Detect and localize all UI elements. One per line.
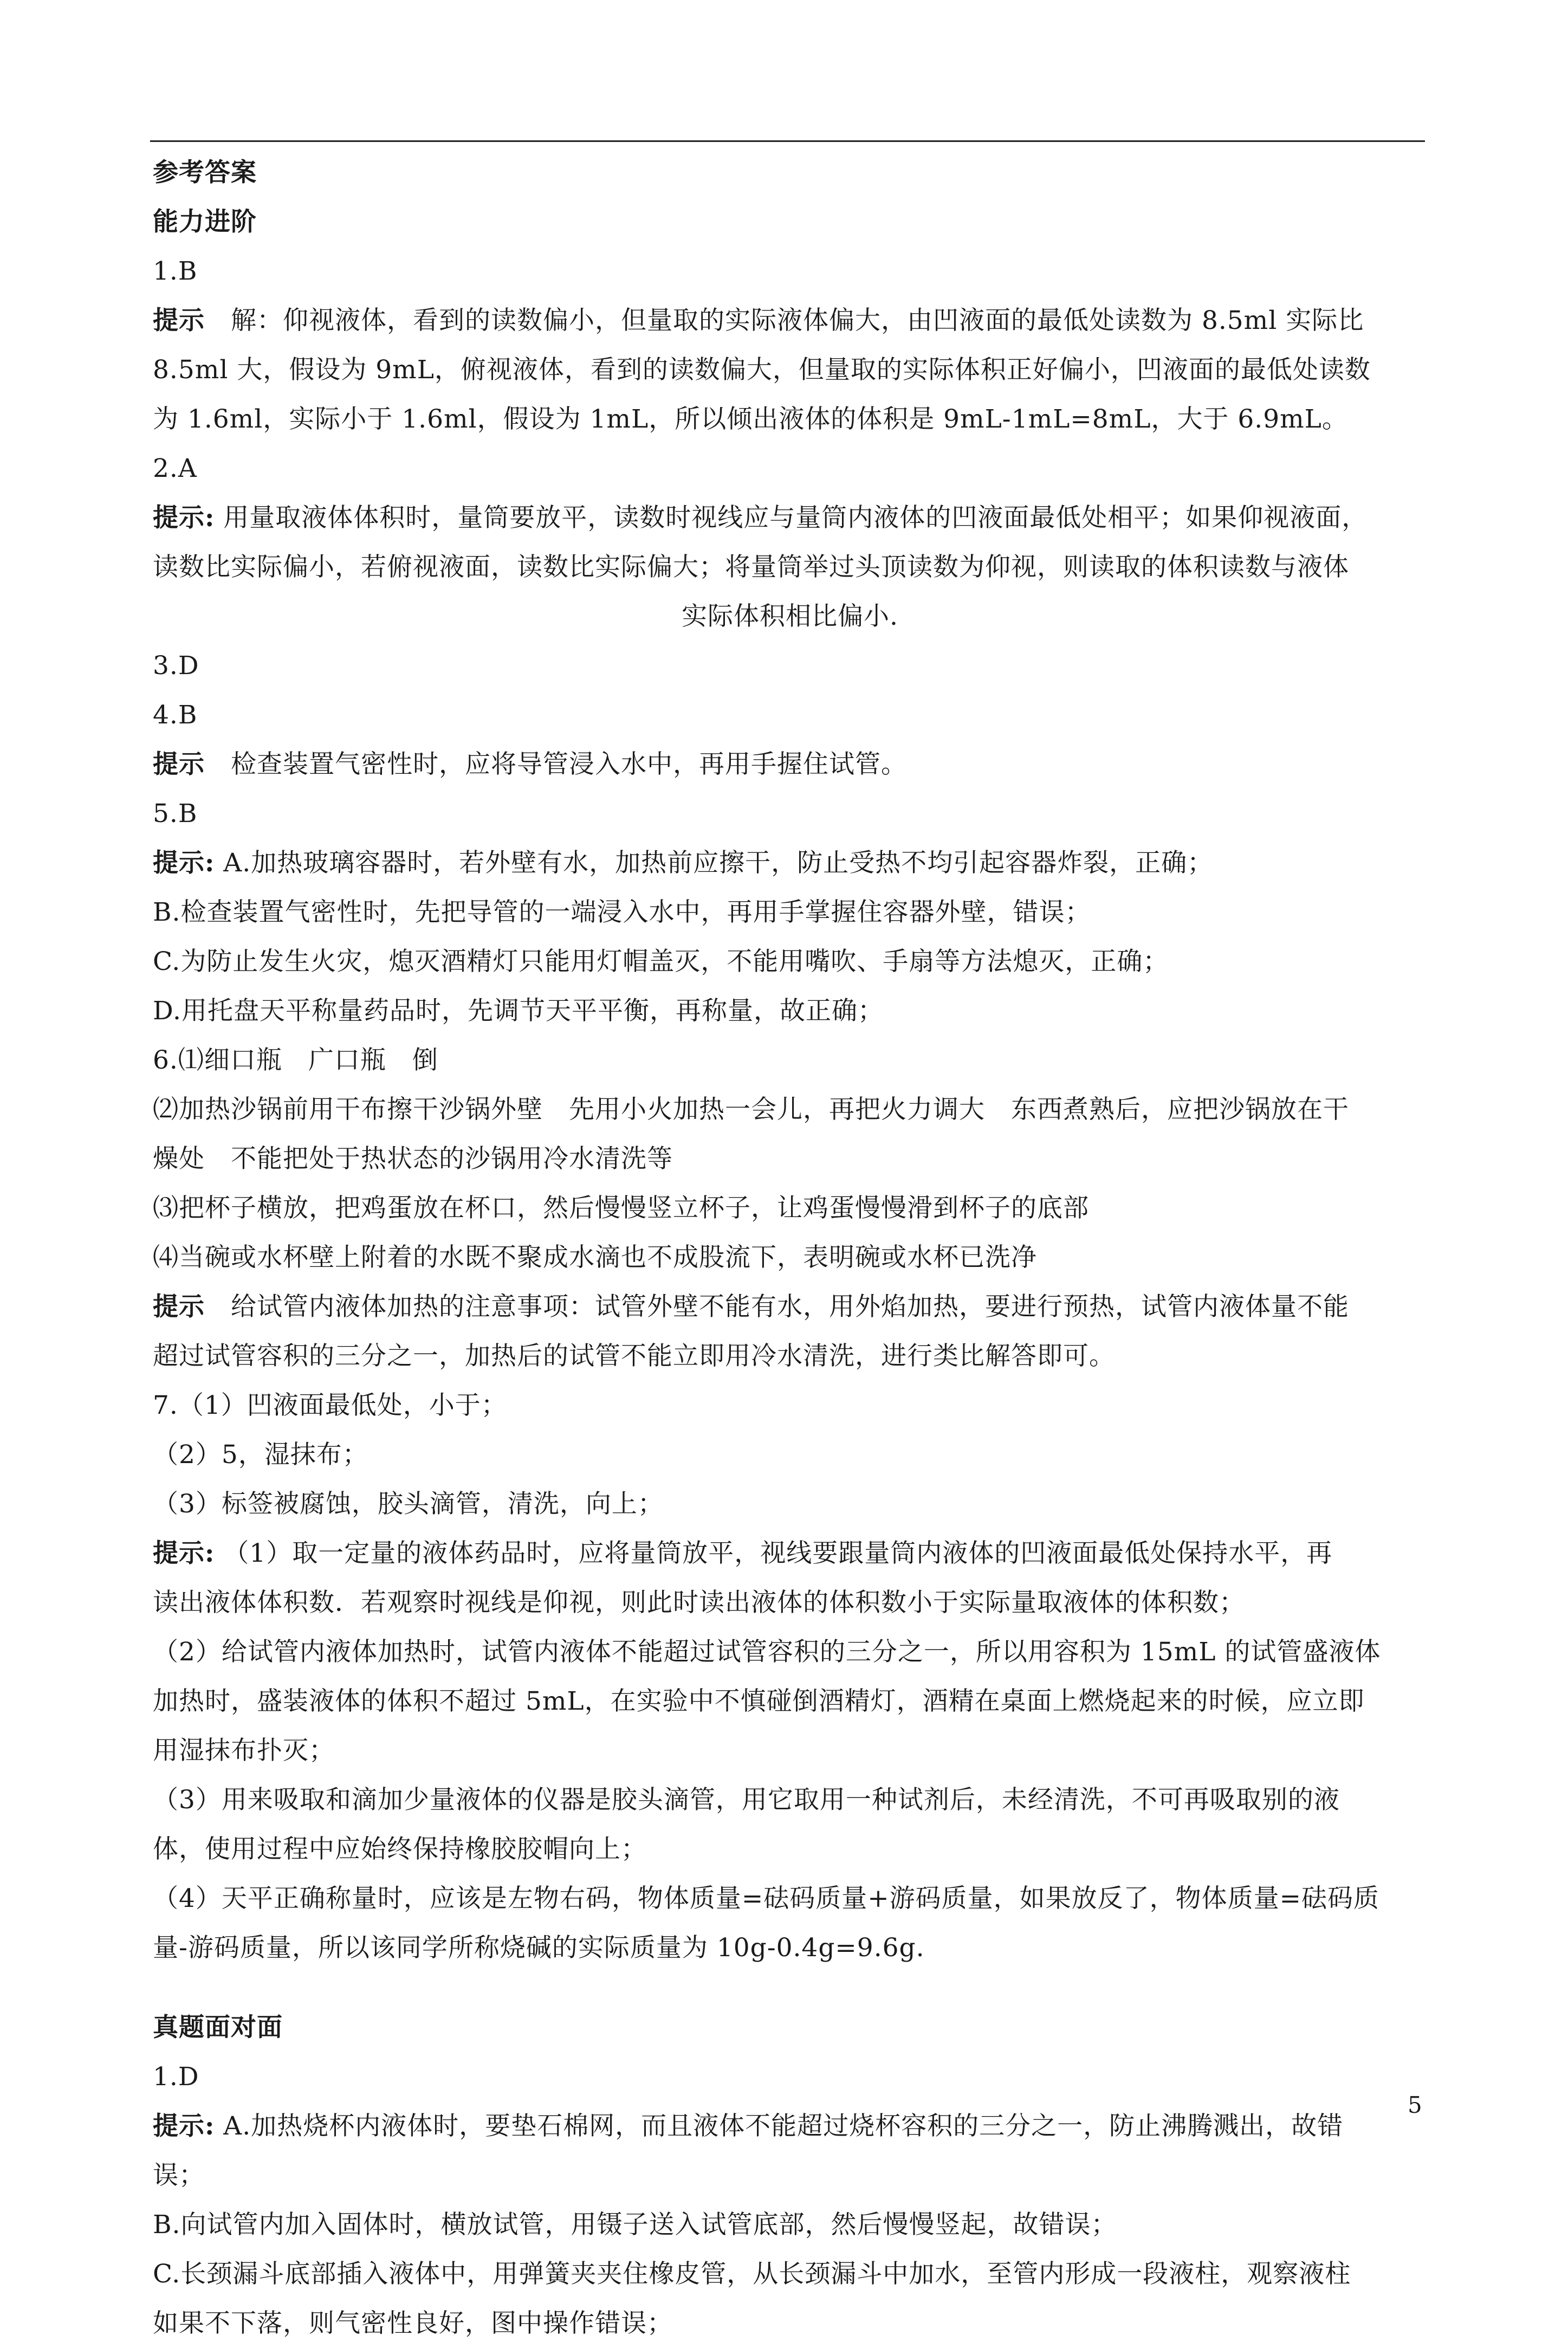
line-text: ⑶把杯子横放，把鸡蛋放在杯口，然后慢慢竖立杯子，让鸡蛋慢慢滑到杯子的底部 <box>153 1193 1089 1223</box>
line-text: 真题面对面 <box>153 2013 283 2042</box>
text-line <box>153 542 1427 592</box>
line-text: 用量取液体体积时，量筒要放平，读数时视线应与量筒内液体的凹液面最低处相平；如果仰视液面， <box>215 503 1368 533</box>
text-line <box>153 690 1427 740</box>
line-text: 6.⑴细口瓶 广口瓶 倒 <box>153 1045 438 1075</box>
text-line <box>153 247 1427 296</box>
text-line <box>153 345 1427 394</box>
line-text: 解：仰视液体，看到的读数偏小，但量取的实际液体偏大，由凹液面的最低处读数为 8.5ml 实际比 <box>205 306 1364 335</box>
line-text: （1）取一定量的液体药品时，应将量筒放平，视线要跟量筒内液体的凹液面最低处保持水平，再 <box>215 1538 1333 1568</box>
line-text: 燥处 不能把处于热状态的沙锅用冷水清洗等 <box>153 1144 673 1174</box>
line-text: （2）给试管内液体加热时，试管内液体不能超过试管容积的三分之一，所以用容积为 15mL 的试管盛液体 <box>153 1637 1381 1667</box>
text-line <box>153 1036 1427 1085</box>
line-text: 1.D <box>153 2062 199 2092</box>
line-text: （4）天平正确称量时，应该是左物右码，物体质量=砝码质量+游码质量，如果放反了，物体质量=砝码质 <box>153 1884 1380 1913</box>
section-heading <box>153 2003 1427 2052</box>
hint-label: 提示: <box>153 2111 215 2141</box>
text-line <box>153 1331 1427 1381</box>
text-line <box>153 1479 1427 1529</box>
text-line <box>153 1233 1427 1282</box>
line-text: 读出液体体积数．若观察时视线是仰视，则此时读出液体的体积数小于实际量取液体的体积数； <box>153 1588 1245 1618</box>
text-line <box>153 2200 1427 2249</box>
header-rule <box>150 140 1425 142</box>
text-line <box>153 1775 1427 1825</box>
hint-label: 提示: <box>153 848 215 878</box>
text-line <box>153 1874 1427 1923</box>
line-text: 1.B <box>153 256 198 286</box>
text-line <box>153 641 1427 690</box>
line-text: 超过试管容积的三分之一，加热后的试管不能立即用冷水清洗，进行类比解答即可。 <box>153 1341 1115 1371</box>
line-text: B.检查装置气密性时，先把导管的一端浸入水中，再用手掌握住容器外壁，错误； <box>153 897 1091 927</box>
section-heading <box>153 197 1427 247</box>
text-line <box>153 1085 1427 1134</box>
line-text: （2）5，湿抹布； <box>153 1440 368 1470</box>
line-text: 读数比实际偏小，若俯视液面，读数比实际偏大；将量筒举过头顶读数为仰视，则读取的体积读数与液体 <box>153 552 1349 582</box>
line-text: A.加热玻璃容器时，若外壁有水，加热前应擦干，防止受热不均引起容器炸裂，正确； <box>215 848 1214 878</box>
text-line <box>153 838 1427 888</box>
text-line <box>153 1578 1427 1627</box>
line-text: 量-游码质量，所以该同学所称烧碱的实际质量为 10g-0.4g=9.6g. <box>153 1933 925 1963</box>
text-line <box>153 1134 1427 1183</box>
text-line <box>153 937 1427 986</box>
text-line <box>153 888 1427 937</box>
line-text: 7.（1）凹液面最低处，小于； <box>153 1390 507 1420</box>
line-text: 给试管内液体加热的注意事项：试管外壁不能有水，用外焰加热，要进行预热，试管内液体量不能 <box>205 1292 1349 1322</box>
line-text: C.为防止发生火灾，熄灭酒精灯只能用灯帽盖灭，不能用嘴吹、手扇等方法熄灭，正确； <box>153 947 1169 976</box>
text-line <box>153 1381 1427 1430</box>
text-line <box>153 986 1427 1036</box>
line-text: 3.D <box>153 651 199 681</box>
line-text: 为 1.6ml，实际小于 1.6ml，假设为 1mL，所以倾出液体的体积是 9mL-1mL=8mL，大于 6.9mL。 <box>153 404 1348 434</box>
hint-label: 提示 <box>153 749 205 779</box>
text-line <box>153 2101 1427 2151</box>
text-line <box>153 2299 1427 2348</box>
section-gap <box>153 1972 1427 2003</box>
page-number: 5 <box>1408 2092 1422 2118</box>
line-text: 体，使用过程中应始终保持橡胶胶帽向上； <box>153 1834 647 1864</box>
answer-content <box>153 148 1427 2348</box>
text-line <box>153 2052 1427 2101</box>
line-text: 用湿抹布扑灭； <box>153 1736 335 1765</box>
line-text: A.加热烧杯内液体时，要垫石棉网，而且液体不能超过烧杯容积的三分之一，防止沸腾溅出，故错 <box>215 2111 1344 2141</box>
text-line <box>153 740 1427 789</box>
section-heading <box>153 148 1427 197</box>
line-text: C.长颈漏斗底部插入液体中，用弹簧夹夹住橡皮管，从长颈漏斗中加水，至管内形成一段液柱，观察液柱 <box>153 2259 1351 2289</box>
hint-label: 提示 <box>153 306 205 335</box>
line-text: 8.5ml 大，假设为 9mL，俯视液体，看到的读数偏大，但量取的实际体积正好偏小，凹液面的最低处读数 <box>153 355 1371 385</box>
line-text: （3）标签被腐蚀，胶头滴管，清洗，向上； <box>153 1489 664 1519</box>
text-line <box>153 1430 1427 1479</box>
line-text: 误； <box>153 2161 205 2190</box>
text-line <box>153 493 1427 542</box>
text-line <box>153 444 1427 493</box>
line-text: 5.B <box>153 799 198 829</box>
text-line <box>153 1282 1427 1331</box>
line-text: 检查装置气密性时，应将导管浸入水中，再用手握住试管。 <box>205 749 907 779</box>
text-line <box>153 1529 1427 1578</box>
text-line <box>153 592 1427 641</box>
line-text: ⑵加热沙锅前用干布擦干沙锅外壁 先用小火加热一会儿，再把火力调大 东西煮熟后，应把沙锅放在干 <box>153 1095 1349 1124</box>
text-line <box>153 296 1427 345</box>
line-text: 实际体积相比偏小. <box>682 601 898 631</box>
text-line <box>153 1825 1427 1874</box>
line-text: 4.B <box>153 700 198 730</box>
line-text: 2.A <box>153 454 197 483</box>
line-text: 如果不下落，则气密性良好，图中操作错误； <box>153 2308 673 2338</box>
hint-label: 提示: <box>153 1538 215 1568</box>
hint-label: 提示: <box>153 503 215 533</box>
hint-label: 提示 <box>153 1292 205 1322</box>
text-line <box>153 1726 1427 1775</box>
line-text: D.用托盘天平称量药品时，先调节天平平衡，再称量，故正确； <box>153 996 884 1026</box>
line-text: 参考答案 <box>153 158 257 187</box>
line-text: （3）用来吸取和滴加少量液体的仪器是胶头滴管，用它取用一种试剂后，未经清洗，不可再吸取别的液 <box>153 1785 1340 1815</box>
text-line <box>153 394 1427 444</box>
text-line <box>153 789 1427 838</box>
line-text: 能力进阶 <box>153 207 257 237</box>
text-line <box>153 1183 1427 1233</box>
text-line <box>153 1923 1427 1972</box>
text-line <box>153 1627 1427 1677</box>
line-text: ⑷当碗或水杯壁上附着的水既不聚成水滴也不成股流下，表明碗或水杯已洗净 <box>153 1243 1037 1272</box>
line-text: B.向试管内加入固体时，横放试管，用镊子送入试管底部，然后慢慢竖起，故错误； <box>153 2210 1117 2240</box>
line-text: 加热时，盛装液体的体积不超过 5mL，在实验中不慎碰倒酒精灯，酒精在桌面上燃烧起来的时候，应立即 <box>153 1686 1365 1716</box>
text-line <box>153 2151 1427 2200</box>
text-line <box>153 2249 1427 2299</box>
text-line <box>153 1677 1427 1726</box>
